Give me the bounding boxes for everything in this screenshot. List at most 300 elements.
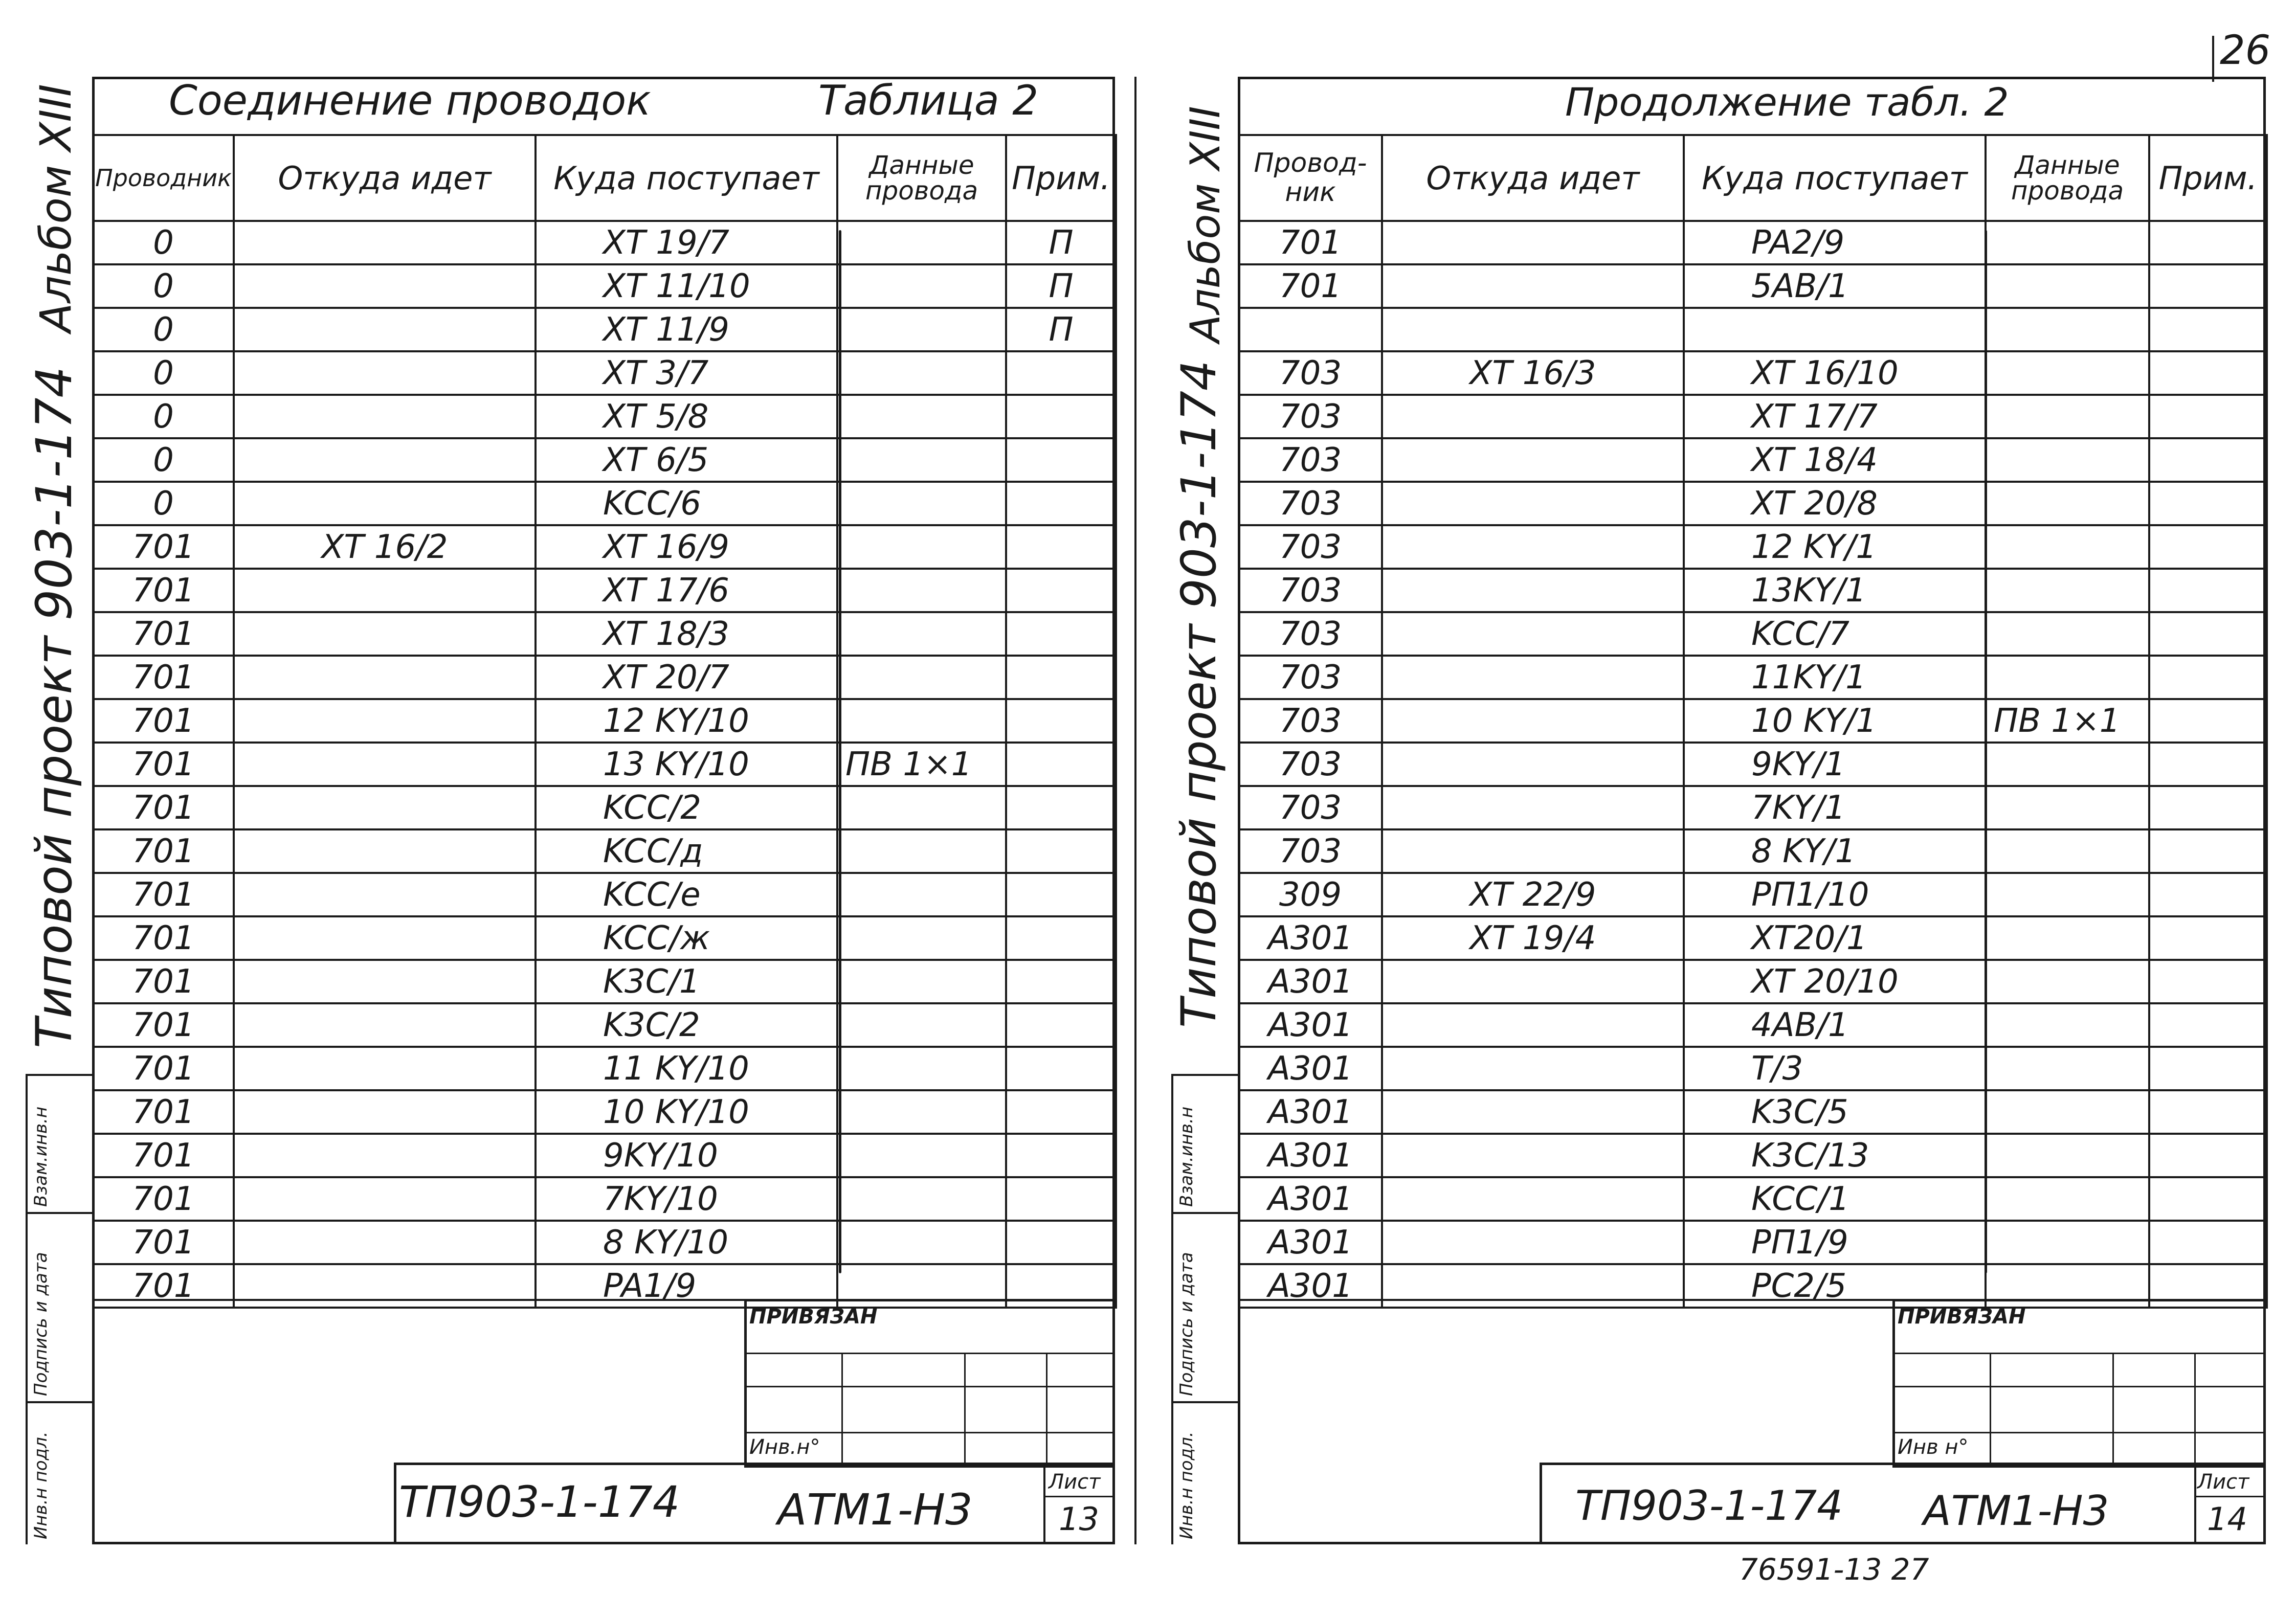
left-cell-from — [234, 960, 536, 1003]
right-cell-to: PП1/9 — [1684, 1221, 1986, 1264]
left-cell-wire-data — [837, 482, 1006, 525]
right-cell-wire-data — [1986, 612, 2149, 656]
left-cell-note — [1006, 612, 1116, 656]
left-cell-note — [1006, 569, 1116, 612]
table-row — [1239, 699, 2267, 743]
left-stamp-c2 — [964, 1353, 966, 1468]
left-col-wire-data: Данные провода — [837, 135, 1006, 221]
table-row — [93, 1134, 1116, 1177]
right-cell-wire-data — [1986, 482, 2149, 525]
table-row — [93, 221, 1116, 264]
left-cell-wire-data — [837, 1134, 1006, 1177]
right-cell-to: KCC/7 — [1684, 612, 1986, 656]
left-cell-to: XT 16/9 — [536, 525, 837, 569]
left-stamp-privyazan: ПРИВЯЗАН — [749, 1305, 878, 1329]
left-cell-to: K3C/1 — [536, 960, 837, 1003]
right-col-to: Куда поступает — [1684, 135, 1986, 221]
left-cell-from — [234, 221, 536, 264]
right-cell-note — [2149, 308, 2267, 351]
right-cell-wire-data — [1986, 438, 2149, 482]
table-row — [1239, 1047, 2267, 1090]
left-table-label: Таблица 2 — [818, 77, 1039, 124]
right-cell-from — [1382, 1264, 1684, 1308]
right-cell-note — [2149, 395, 2267, 438]
right-cell-to: XT 18/4 — [1684, 438, 1986, 482]
left-cell-note — [1006, 351, 1116, 395]
left-cell-from — [234, 438, 536, 482]
left-side-strip-line — [26, 1074, 28, 1544]
left-cell-from — [234, 1047, 536, 1090]
right-cell-to: 5AB/1 — [1684, 264, 1986, 308]
right-cell-conductor: 703 — [1239, 699, 1382, 743]
left-cell-note — [1006, 1047, 1116, 1090]
left-cell-wire-data — [837, 525, 1006, 569]
right-cell-from — [1382, 1047, 1684, 1090]
right-cell-note — [2149, 699, 2267, 743]
right-cell-conductor: 703 — [1239, 525, 1382, 569]
left-cell-to: XT 11/9 — [536, 308, 837, 351]
left-cell-wire-data — [837, 960, 1006, 1003]
left-cell-to: XT 17/6 — [536, 569, 837, 612]
left-cell-to: KCC/2 — [536, 786, 837, 829]
table-row — [93, 612, 1116, 656]
left-cell-conductor: 701 — [93, 743, 234, 786]
left-col-note: Прим. — [1006, 135, 1116, 221]
left-cell-note: П — [1006, 308, 1116, 351]
right-stamp-r2 — [1892, 1386, 2266, 1387]
left-cell-conductor: 701 — [93, 1221, 234, 1264]
right-cell-note — [2149, 743, 2267, 786]
right-title: Продолжение табл. 2 — [1565, 79, 2009, 125]
right-cell-to: 7KY/1 — [1684, 786, 1986, 829]
right-cell-conductor: 701 — [1239, 264, 1382, 308]
right-cell-wire-data — [1986, 1047, 2149, 1090]
left-cell-conductor: 701 — [93, 1134, 234, 1177]
left-cell-note — [1006, 482, 1116, 525]
right-cell-note — [2149, 351, 2267, 395]
right-cell-wire-data — [1986, 308, 2149, 351]
right-cell-to: 9KY/1 — [1684, 743, 1986, 786]
right-cell-to: 10 KY/1 — [1684, 699, 1986, 743]
table-row — [1239, 1177, 2267, 1221]
right-cell-from — [1382, 1221, 1684, 1264]
table-row — [1239, 308, 2267, 351]
right-cell-conductor: A301 — [1239, 1177, 1382, 1221]
table-row — [93, 829, 1116, 873]
right-stamp-c1 — [1990, 1353, 1991, 1468]
right-cell-to — [1684, 308, 1986, 351]
left-cell-to: KCC/е — [536, 873, 837, 916]
right-cell-to: KCC/1 — [1684, 1177, 1986, 1221]
table-row — [1239, 438, 2267, 482]
right-cell-conductor: A301 — [1239, 1264, 1382, 1308]
table-row — [93, 1177, 1116, 1221]
left-cell-from: XT 16/2 — [234, 525, 536, 569]
left-cell-to: 12 KY/10 — [536, 699, 837, 743]
right-cell-from — [1382, 264, 1684, 308]
right-side-project: Типовой проект 903-1-174 — [1171, 360, 1227, 1028]
left-cell-to: XT 11/10 — [536, 264, 837, 308]
table-row — [93, 308, 1116, 351]
left-cell-to: 13 KY/10 — [536, 743, 837, 786]
right-cell-wire-data — [1986, 351, 2149, 395]
right-side-small-2: Подпись и дата — [1176, 1252, 1197, 1396]
table-row — [1239, 656, 2267, 699]
right-col-from: Откуда идет — [1382, 135, 1684, 221]
right-cell-from — [1382, 1177, 1684, 1221]
right-cell-wire-data — [1986, 525, 2149, 569]
right-sheet-label: Лист — [2197, 1470, 2249, 1494]
left-cell-from — [234, 482, 536, 525]
right-cell-from: XT 16/3 — [1382, 351, 1684, 395]
right-cell-to: 4AB/1 — [1684, 1003, 1986, 1047]
table-row — [1239, 1090, 2267, 1134]
left-cell-from — [234, 395, 536, 438]
left-cell-note — [1006, 1003, 1116, 1047]
right-cell-from — [1382, 525, 1684, 569]
left-cell-wire-data — [837, 351, 1006, 395]
right-stamp-r3 — [1892, 1432, 2266, 1433]
right-cell-wire-data — [1986, 221, 2149, 264]
right-cell-note — [2149, 916, 2267, 960]
left-cell-to: KCC/ж — [536, 916, 837, 960]
table-row — [93, 743, 1116, 786]
table-row — [1239, 395, 2267, 438]
left-cell-note — [1006, 1090, 1116, 1134]
left-cell-wire-data — [837, 786, 1006, 829]
left-cell-wire-data — [837, 308, 1006, 351]
right-cell-from — [1382, 699, 1684, 743]
right-cell-from — [1382, 829, 1684, 873]
right-cell-from — [1382, 569, 1684, 612]
right-cell-wire-data — [1986, 569, 2149, 612]
right-cell-to: 12 KY/1 — [1684, 525, 1986, 569]
table-row — [93, 699, 1116, 743]
table-row — [93, 264, 1116, 308]
right-cell-wire-data — [1986, 916, 2149, 960]
left-title-block-div — [1043, 1463, 1045, 1544]
right-cell-conductor: A301 — [1239, 1047, 1382, 1090]
left-cell-conductor: 0 — [93, 308, 234, 351]
left-cell-conductor: 701 — [93, 829, 234, 873]
left-sheet-label-line — [1043, 1496, 1115, 1497]
left-cell-conductor: 0 — [93, 264, 234, 308]
left-cell-note — [1006, 786, 1116, 829]
right-cell-wire-data — [1986, 1134, 2149, 1177]
left-side-small-2: Подпись и дата — [31, 1252, 51, 1396]
left-stamp-r2 — [744, 1386, 1115, 1387]
right-cell-to: PC2/5 — [1684, 1264, 1986, 1308]
left-cell-to: XT 5/8 — [536, 395, 837, 438]
left-stamp-c1 — [841, 1353, 843, 1468]
right-cell-conductor: A301 — [1239, 1003, 1382, 1047]
right-cell-conductor: A301 — [1239, 916, 1382, 960]
table-row — [93, 1047, 1116, 1090]
table-row — [93, 438, 1116, 482]
left-cell-wire-data — [837, 699, 1006, 743]
left-cell-to: 10 KY/10 — [536, 1090, 837, 1134]
right-side-strip-div2 — [1171, 1401, 1238, 1403]
table-row — [93, 1090, 1116, 1134]
right-cell-from — [1382, 1003, 1684, 1047]
table-row — [93, 1003, 1116, 1047]
left-cell-note — [1006, 438, 1116, 482]
left-cell-note — [1006, 743, 1116, 786]
left-cell-from — [234, 786, 536, 829]
left-cell-conductor: 701 — [93, 960, 234, 1003]
right-cell-from — [1382, 743, 1684, 786]
table-row — [1239, 1221, 2267, 1264]
right-cell-conductor: 703 — [1239, 569, 1382, 612]
page-number-mark — [2212, 36, 2214, 82]
left-cell-conductor: 701 — [93, 612, 234, 656]
right-cell-to: K3C/13 — [1684, 1134, 1986, 1177]
right-cell-wire-data — [1986, 1003, 2149, 1047]
right-stamp-r1 — [1892, 1353, 2266, 1354]
left-cell-from — [234, 656, 536, 699]
right-cell-conductor: 309 — [1239, 873, 1382, 916]
left-cell-conductor: 701 — [93, 786, 234, 829]
left-cell-conductor: 0 — [93, 221, 234, 264]
left-cell-wire-data — [837, 1003, 1006, 1047]
right-cell-wire-data — [1986, 960, 2149, 1003]
left-cell-conductor: 701 — [93, 1177, 234, 1221]
left-cell-wire-data — [837, 1177, 1006, 1221]
left-cell-conductor: 701 — [93, 1003, 234, 1047]
table-row — [93, 395, 1116, 438]
left-cell-to: PA1/9 — [536, 1264, 837, 1308]
table-row — [1239, 1134, 2267, 1177]
right-cell-from: XT 22/9 — [1382, 873, 1684, 916]
left-cell-from — [234, 1221, 536, 1264]
left-cell-to: 8 KY/10 — [536, 1221, 837, 1264]
left-cell-conductor: 701 — [93, 1047, 234, 1090]
page-number: 26 — [2220, 28, 2271, 74]
right-cell-wire-data: ПВ 1×1 — [1986, 699, 2149, 743]
left-cell-conductor: 0 — [93, 395, 234, 438]
right-title-block-div — [2194, 1463, 2196, 1544]
left-title: Соединение проводок — [169, 77, 651, 124]
table-row — [1239, 829, 2267, 873]
left-cell-wire-data — [837, 1047, 1006, 1090]
right-cell-to: PA2/9 — [1684, 221, 1986, 264]
left-cell-note — [1006, 916, 1116, 960]
left-cell-to: XT 18/3 — [536, 612, 837, 656]
right-cell-to: T/3 — [1684, 1047, 1986, 1090]
left-cell-note — [1006, 656, 1116, 699]
right-cell-note — [2149, 873, 2267, 916]
right-wire-brace — [1985, 230, 1987, 1273]
right-cell-conductor: A301 — [1239, 1134, 1382, 1177]
right-cell-from — [1382, 960, 1684, 1003]
left-cell-wire-data — [837, 569, 1006, 612]
right-cell-note — [2149, 612, 2267, 656]
left-cell-note — [1006, 395, 1116, 438]
table-row — [93, 786, 1116, 829]
right-doc-code: ТП903-1-174 — [1575, 1482, 1843, 1530]
left-side-strip-top — [26, 1074, 92, 1076]
right-cell-conductor — [1239, 308, 1382, 351]
left-cell-to: KCC/6 — [536, 482, 837, 525]
right-cell-note — [2149, 960, 2267, 1003]
left-cell-conductor: 701 — [93, 699, 234, 743]
right-cell-to: 13KY/1 — [1684, 569, 1986, 612]
right-cell-to: XT 16/10 — [1684, 351, 1986, 395]
left-cell-to: XT 19/7 — [536, 221, 837, 264]
table-row — [93, 525, 1116, 569]
right-cell-conductor: A301 — [1239, 960, 1382, 1003]
table-row — [93, 656, 1116, 699]
left-cell-from — [234, 1264, 536, 1308]
left-cell-from — [234, 743, 536, 786]
table-row — [1239, 1003, 2267, 1047]
right-cell-note — [2149, 264, 2267, 308]
right-cell-conductor: A301 — [1239, 1221, 1382, 1264]
left-cell-from — [234, 308, 536, 351]
table-row — [93, 482, 1116, 525]
table-row — [1239, 873, 2267, 916]
right-cell-to: XT 20/8 — [1684, 482, 1986, 525]
left-cell-conductor: 701 — [93, 656, 234, 699]
left-cell-wire-data — [837, 916, 1006, 960]
left-cell-conductor: 0 — [93, 351, 234, 395]
left-cell-note — [1006, 1134, 1116, 1177]
left-doc-code: ТП903-1-174 — [399, 1477, 680, 1527]
left-col-conductor: Проводник — [93, 135, 234, 221]
left-cell-wire-data — [837, 829, 1006, 873]
left-cell-to: 7KY/10 — [536, 1177, 837, 1221]
left-cell-from — [234, 569, 536, 612]
left-cell-from — [234, 829, 536, 873]
table-row — [93, 960, 1116, 1003]
left-stamp-r1 — [744, 1353, 1115, 1354]
left-cell-from — [234, 1003, 536, 1047]
left-cell-to: 11 KY/10 — [536, 1047, 837, 1090]
table-row — [1239, 525, 2267, 569]
left-wiring-table — [92, 134, 1117, 1309]
right-cell-note — [2149, 656, 2267, 699]
right-cell-note — [2149, 1177, 2267, 1221]
right-side-small-1: Взам.инв.н — [1176, 1106, 1197, 1207]
right-cell-conductor: 703 — [1239, 829, 1382, 873]
right-side-small-3: Инв.н подл. — [1176, 1431, 1197, 1539]
right-side-strip-div1 — [1171, 1212, 1238, 1214]
left-cell-from — [234, 699, 536, 743]
left-cell-wire-data — [837, 612, 1006, 656]
right-cell-from: XT 19/4 — [1382, 916, 1684, 960]
left-cell-wire-data: ПВ 1×1 — [837, 743, 1006, 786]
left-cell-from — [234, 1090, 536, 1134]
table-row — [1239, 351, 2267, 395]
right-cell-wire-data — [1986, 1177, 2149, 1221]
left-cell-to: XT 3/7 — [536, 351, 837, 395]
right-cell-from — [1382, 656, 1684, 699]
right-cell-from — [1382, 395, 1684, 438]
left-cell-conductor: 701 — [93, 1090, 234, 1134]
right-stamp-c2 — [2112, 1353, 2114, 1468]
right-sheet-number: 14 — [2207, 1500, 2247, 1538]
right-stamp-privyazan: ПРИВЯЗАН — [1898, 1305, 2026, 1329]
right-cell-note — [2149, 829, 2267, 873]
right-side-strip-line — [1171, 1074, 1173, 1544]
table-row — [93, 1221, 1116, 1264]
left-cell-from — [234, 612, 536, 656]
left-cell-conductor: 701 — [93, 569, 234, 612]
left-cell-note — [1006, 1177, 1116, 1221]
left-stamp-r3 — [744, 1432, 1115, 1433]
right-cell-note — [2149, 1003, 2267, 1047]
right-cell-wire-data — [1986, 264, 2149, 308]
left-cell-from — [234, 351, 536, 395]
left-cell-wire-data — [837, 1221, 1006, 1264]
right-cell-to: XT20/1 — [1684, 916, 1986, 960]
table-row — [93, 569, 1116, 612]
left-cell-conductor: 701 — [93, 525, 234, 569]
right-cell-note — [2149, 221, 2267, 264]
right-cell-from — [1382, 482, 1684, 525]
left-cell-wire-data — [837, 264, 1006, 308]
right-cell-note — [2149, 1221, 2267, 1264]
right-cell-conductor: 703 — [1239, 743, 1382, 786]
left-cell-to: 9KY/10 — [536, 1134, 837, 1177]
left-cell-wire-data — [837, 395, 1006, 438]
right-cell-to: XT 20/10 — [1684, 960, 1986, 1003]
right-side-strip-top — [1171, 1074, 1238, 1076]
table-row — [93, 351, 1116, 395]
right-cell-from — [1382, 612, 1684, 656]
left-side-album: Альбом XIII — [31, 84, 81, 332]
right-cell-to: 8 KY/1 — [1684, 829, 1986, 873]
right-stamp-c3 — [2194, 1353, 2196, 1468]
left-cell-wire-data — [837, 221, 1006, 264]
right-cell-wire-data — [1986, 786, 2149, 829]
right-cell-from — [1382, 308, 1684, 351]
right-cell-wire-data — [1986, 395, 2149, 438]
right-cell-wire-data — [1986, 873, 2149, 916]
table-row — [93, 916, 1116, 960]
right-cell-to: XT 17/7 — [1684, 395, 1986, 438]
left-cell-note — [1006, 873, 1116, 916]
right-cell-note — [2149, 569, 2267, 612]
left-col-from: Откуда идет — [234, 135, 536, 221]
right-cell-wire-data — [1986, 829, 2149, 873]
right-header-row — [1239, 135, 2267, 221]
table-row — [1239, 786, 2267, 829]
left-cell-conductor: 701 — [93, 1264, 234, 1308]
left-cell-to: K3C/2 — [536, 1003, 837, 1047]
left-cell-to: XT 20/7 — [536, 656, 837, 699]
right-cell-note — [2149, 1047, 2267, 1090]
left-cell-from — [234, 873, 536, 916]
right-cell-from — [1382, 221, 1684, 264]
left-cell-wire-data — [837, 656, 1006, 699]
right-cell-note — [2149, 786, 2267, 829]
left-cell-note — [1006, 1221, 1116, 1264]
right-cell-conductor: 703 — [1239, 612, 1382, 656]
right-cell-from — [1382, 1090, 1684, 1134]
left-side-strip-div2 — [26, 1401, 92, 1403]
right-sheet-label-line — [2194, 1496, 2266, 1497]
right-cell-note — [2149, 525, 2267, 569]
right-cell-to: 11KY/1 — [1684, 656, 1986, 699]
left-wire-brace — [839, 230, 841, 1273]
right-cell-conductor: 703 — [1239, 395, 1382, 438]
left-cell-note — [1006, 829, 1116, 873]
left-stamp-inv: Инв.н° — [749, 1435, 820, 1459]
left-cell-to: KCC/д — [536, 829, 837, 873]
left-cell-note: П — [1006, 264, 1116, 308]
right-stamp-inv: Инв н° — [1898, 1435, 1969, 1459]
